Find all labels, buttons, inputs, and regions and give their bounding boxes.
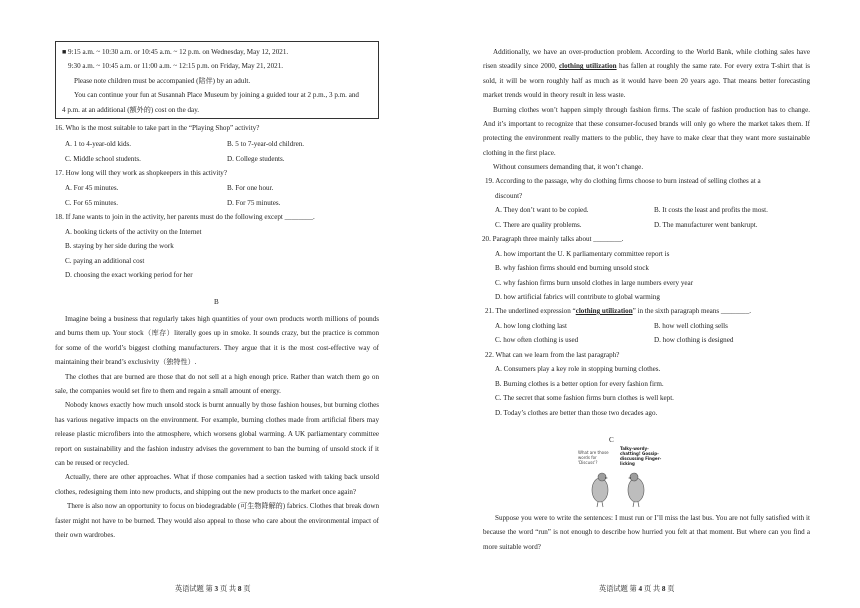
option-21d: D. how clothing is designed <box>654 336 734 344</box>
paragraph: Actually, there are other approaches. What if those companies had a section tasked with taking back unsold clothes, redesigning them into new products, and shipping out the new products to the market once again? <box>55 473 379 496</box>
option-17b: B. For one hour. <box>227 184 274 192</box>
paragraph-text: Additionally, we have an over-production problem. According to the World Bank, while clothing sales have risen steadily since 2000, <box>483 48 810 71</box>
footer-text: 页 共 <box>218 585 238 593</box>
paragraph: Burning clothes won’t happen simply through fashion firms. The scale of fashion production has to change. And it’s important to recognize that these consumer-focused brands will only go where the market takes them. If protecting the environment really matters to the public, they have to make clear that they want more sustainable clothing in the first place. <box>483 105 810 157</box>
schedule-line: 4 p.m. at an additional (额外的) cost on the day. <box>62 105 200 114</box>
page-footer <box>599 585 675 594</box>
option-19c: C. There are quality problems. <box>495 221 582 229</box>
passage-b <box>55 312 379 543</box>
right-speech-text: Talky-wordy-chatting! Gossip-discussing Finger-licking <box>620 446 662 466</box>
schedule-line: 9:30 a.m. ~ 10:45 a.m. or 11:00 a.m. ~ 12:15 p.m. on Friday, May 21, 2021. <box>68 62 284 71</box>
underlined-expression: clothing utilization <box>559 62 617 71</box>
right-pigeon <box>628 473 644 507</box>
paragraph: Imagine being a business that regularly takes high quantities of your own products worth millions of pounds and burns them up. Your stock（库存）literally goes up in smoke. It sounds crazy, but the practice is common for some of the world’s biggest clothing manufacturers. They argue that it is the most cost-effective way of maintaining their brand’s exclusivity（独特性）. <box>55 315 379 367</box>
option-16d: D. College students. <box>227 155 285 163</box>
option-22d: D. Today’s clothes are better than those two decades ago. <box>495 409 658 417</box>
question-16: 16. Who is the most suitable to take part in the “Playing Shop” activity? <box>55 124 260 132</box>
passage-b-continued <box>483 45 810 175</box>
section-b-heading: B <box>214 298 219 306</box>
option-16a: A. 1 to 4-year-old kids. <box>65 140 132 148</box>
page-number: 4 <box>638 585 643 593</box>
footer-text: 页 <box>241 585 251 593</box>
option-21b: B. how well clothing sells <box>654 322 728 330</box>
schedule-box <box>55 41 379 119</box>
option-17d: D. For 75 minutes. <box>227 199 281 207</box>
question-19-cont: discount? <box>495 192 523 200</box>
option-17a: A. For 45 minutes. <box>65 184 119 192</box>
schedule-line: You can continue your fun at Susannah Place Museum by joining a guided tour at 2 p.m., 3 p.m. and <box>74 91 359 100</box>
passage-c <box>483 511 810 554</box>
footer-text: 页 <box>665 585 675 593</box>
option-19b: B. It costs the least and profits the most. <box>654 206 768 214</box>
footer-text: 英语试题 第 <box>175 585 215 593</box>
paragraph: There is also now an opportunity to focus on biodegradable (可生物降解的) fabrics. Clothes that break down faster might not have to be burned. They would also appeal to those who care about the environmental impact of their own wardrobes. <box>55 502 379 540</box>
paragraph: Without consumers demanding that, it won’t change. <box>493 163 644 172</box>
paragraph <box>483 45 810 103</box>
option-16c: C. Middle school students. <box>65 155 141 163</box>
option-18a: A. booking tickets of the activity on the Internet <box>65 228 202 236</box>
option-20c: C. why fashion firms burn unsold clothes in large numbers every year <box>495 279 694 287</box>
page-total: 8 <box>237 585 242 593</box>
question-20: 20. Paragraph three mainly talks about ________. <box>482 235 624 243</box>
page-total: 8 <box>661 585 666 593</box>
option-22b: B. Burning clothes is a better option for every fashion firm. <box>495 380 664 388</box>
option-22a: A. Consumers play a key role in stopping burning clothes. <box>495 365 661 373</box>
option-21c: C. how often clothing is used <box>495 336 579 344</box>
option-19d: D. The manufacturer went bankrupt. <box>654 221 758 229</box>
footer-text: 英语试题 第 <box>599 585 639 593</box>
option-16b: B. 5 to 7-year-old children. <box>227 140 305 148</box>
option-18b: B. staying by her side during the work <box>65 242 174 250</box>
page-number: 3 <box>214 585 219 593</box>
question-18: 18. If Jane wants to join in the activity, her parents must do the following except ________. <box>55 213 315 221</box>
footer-text: 页 共 <box>642 585 662 593</box>
option-18c: C. paying an additional cost <box>65 257 145 265</box>
option-20d: D. how artificial fabrics will contribute to global warming <box>495 293 660 301</box>
page-footer <box>175 585 251 594</box>
pigeons-cartoon <box>578 446 664 510</box>
schedule-note: Please note children must be accompanied (陪伴) by an adult. <box>74 76 251 85</box>
option-20a: A. how important the U. K parliamentary committee report is <box>495 250 670 258</box>
question-text: ” in the sixth paragraph means ________. <box>632 307 752 315</box>
question-17: 17. How long will they work as shopkeepers in this activity? <box>55 169 227 177</box>
option-20b: B. why fashion firms should end burning unsold stock <box>495 264 649 272</box>
paragraph: The clothes that are burned are those that do not sell at a high enough price. Rather than watch them go on sale, the companies would set fire to them and regain a small amount of energy. <box>55 372 379 396</box>
paragraph: Nobody knows exactly how much unsold stock is burnt annually by those fashion houses, but burning clothes has various negative impacts on the environment. For example, burning clothes made from artificial fibers may release plastic microfibers into the atmosphere, which worsens global warming. A UK parliamentary committee report on sustainability and the fashion industry advises the government to ban the burning of unsold stock if it can be reused or recycled. <box>55 401 379 468</box>
schedule-line: ■ 9:15 a.m. ~ 10:30 a.m. or 10:45 a.m. ~ 12 p.m. on Wednesday, May 12, 2021. <box>62 48 289 56</box>
option-17c: C. For 65 minutes. <box>65 199 119 207</box>
paragraph-text: has fallen at roughly the same rate. For every extra T-shirt that is sold, it will be worn roughly half as much as it would have been 20 years ago. That means better forecasting market trends would in theory result in less waste. <box>483 62 811 100</box>
section-c-heading: C <box>609 436 614 444</box>
question-21 <box>485 307 751 316</box>
question-text: 21. The underlined expression “ <box>485 307 576 315</box>
paragraph: Suppose you were to write the sentences: I must run or I’ll miss the last bus. You are not fully satisfied with it because the word “run” is not enough to describe how hurried you felt at that moment. But where can you find a more suitable word? <box>483 514 810 551</box>
left-pigeon <box>592 473 608 507</box>
underlined-expression: clothing utilization <box>575 307 633 315</box>
option-21a: A. how long clothing last <box>495 322 567 330</box>
left-speech-text: What are those words for 'Discuss'? <box>578 450 609 465</box>
question-22: 22. What can we learn from the last paragraph? <box>485 351 620 359</box>
option-19a: A. They don’t want to be copied. <box>495 206 589 214</box>
option-18d: D. choosing the exact working period for her <box>65 271 193 279</box>
question-19: 19. According to the passage, why do clothing firms choose to burn instead of selling clothes at a <box>485 177 761 185</box>
option-22c: C. The secret that some fashion firms burn clothes is well kept. <box>495 394 674 402</box>
right-page <box>430 0 860 608</box>
